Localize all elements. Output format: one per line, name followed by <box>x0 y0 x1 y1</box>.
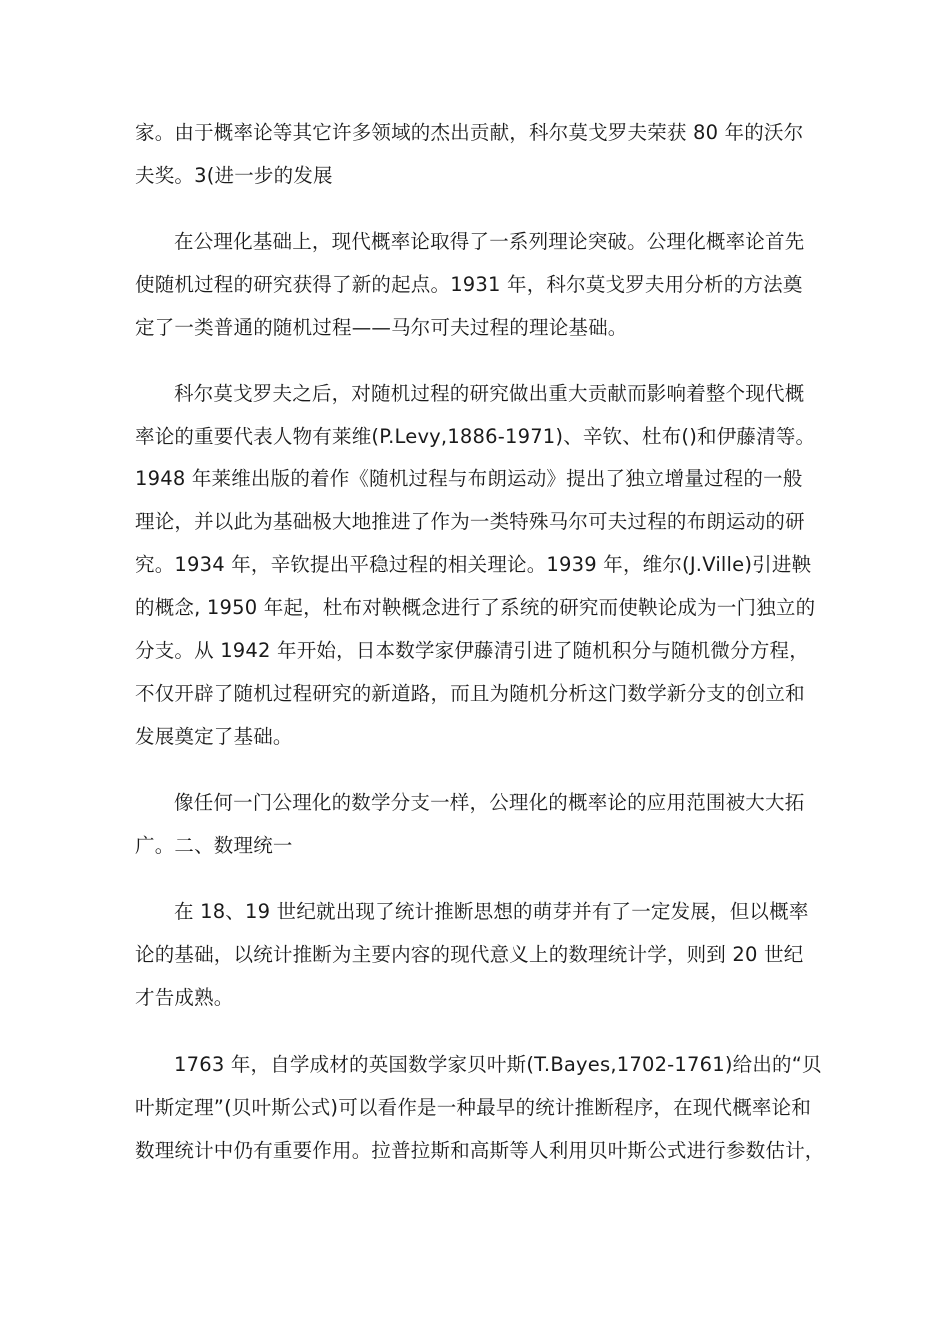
text-line: 广。二、数理统一 <box>135 834 293 857</box>
text-line: 分支。从 1942 年开始，日本数学家伊藤清引进了随机积分与随机微分方程， <box>135 639 809 662</box>
text-line: 数理统计中仍有重要作用。拉普拉斯和高斯等人利用贝叶斯公式进行参数估计， <box>135 1139 825 1162</box>
text-line: 发展奠定了基础。 <box>135 725 293 748</box>
text-line: 定了一类普通的随机过程——马尔可夫过程的理论基础。 <box>135 316 628 339</box>
text-line: 不仅开辟了随机过程研究的新道路，而且为随机分析这门数学新分支的创立和 <box>135 682 805 705</box>
text-line: 的概念, 1950 年起，杜布对鞅概念进行了系统的研究而使鞅论成为一门独立的 <box>135 596 816 619</box>
text-line: 才告成熟。 <box>135 986 234 1009</box>
text-line: 在公理化基础上，现代概率论取得了一系列理论突破。公理化概率论首先 <box>174 230 805 253</box>
text-line: 1763 年，自学成材的英国数学家贝叶斯(T.Bayes,1702-1761)给出的“贝 <box>174 1053 822 1076</box>
text-line: 夫奖。3(进一步的发展 <box>135 164 333 187</box>
text-line: 叶斯定理”(贝叶斯公式)可以看作是一种最早的统计推断程序，在现代概率论和 <box>135 1096 812 1119</box>
text-line: 科尔莫戈罗夫之后，对随机过程的研究做出重大贡献而影响着整个现代概 <box>174 382 805 405</box>
text-line: 在 18、19 世纪就出现了统计推断思想的萌芽并有了一定发展，但以概率 <box>174 900 809 923</box>
text-line: 率论的重要代表人物有莱维(P.Levy,1886-1971)、辛钦、杜布()和伊藤清等。 <box>135 425 816 448</box>
text-line: 像任何一门公理化的数学分支一样，公理化的概率论的应用范围被大大拓 <box>174 791 805 814</box>
text-line: 论的基础，以统计推断为主要内容的现代意义上的数理统计学，则到 20 世纪 <box>135 943 804 966</box>
text-line: 1948 年莱维出版的着作《随机过程与布朗运动》提出了独立增量过程的一般 <box>135 467 803 490</box>
text-line: 理论，并以此为基础极大地推进了作为一类特殊马尔可夫过程的布朗运动的研 <box>135 510 805 533</box>
text-line: 家。由于概率论等其它许多领域的杰出贡献，科尔莫戈罗夫荣获 80 年的沃尔 <box>135 121 804 144</box>
text-line: 使随机过程的研究获得了新的起点。1931 年，科尔莫戈罗夫用分析的方法奠 <box>135 273 803 296</box>
text-line: 究。1934 年，辛钦提出平稳过程的相关理论。1939 年，维尔(J.Ville)引进鞅 <box>135 553 812 576</box>
